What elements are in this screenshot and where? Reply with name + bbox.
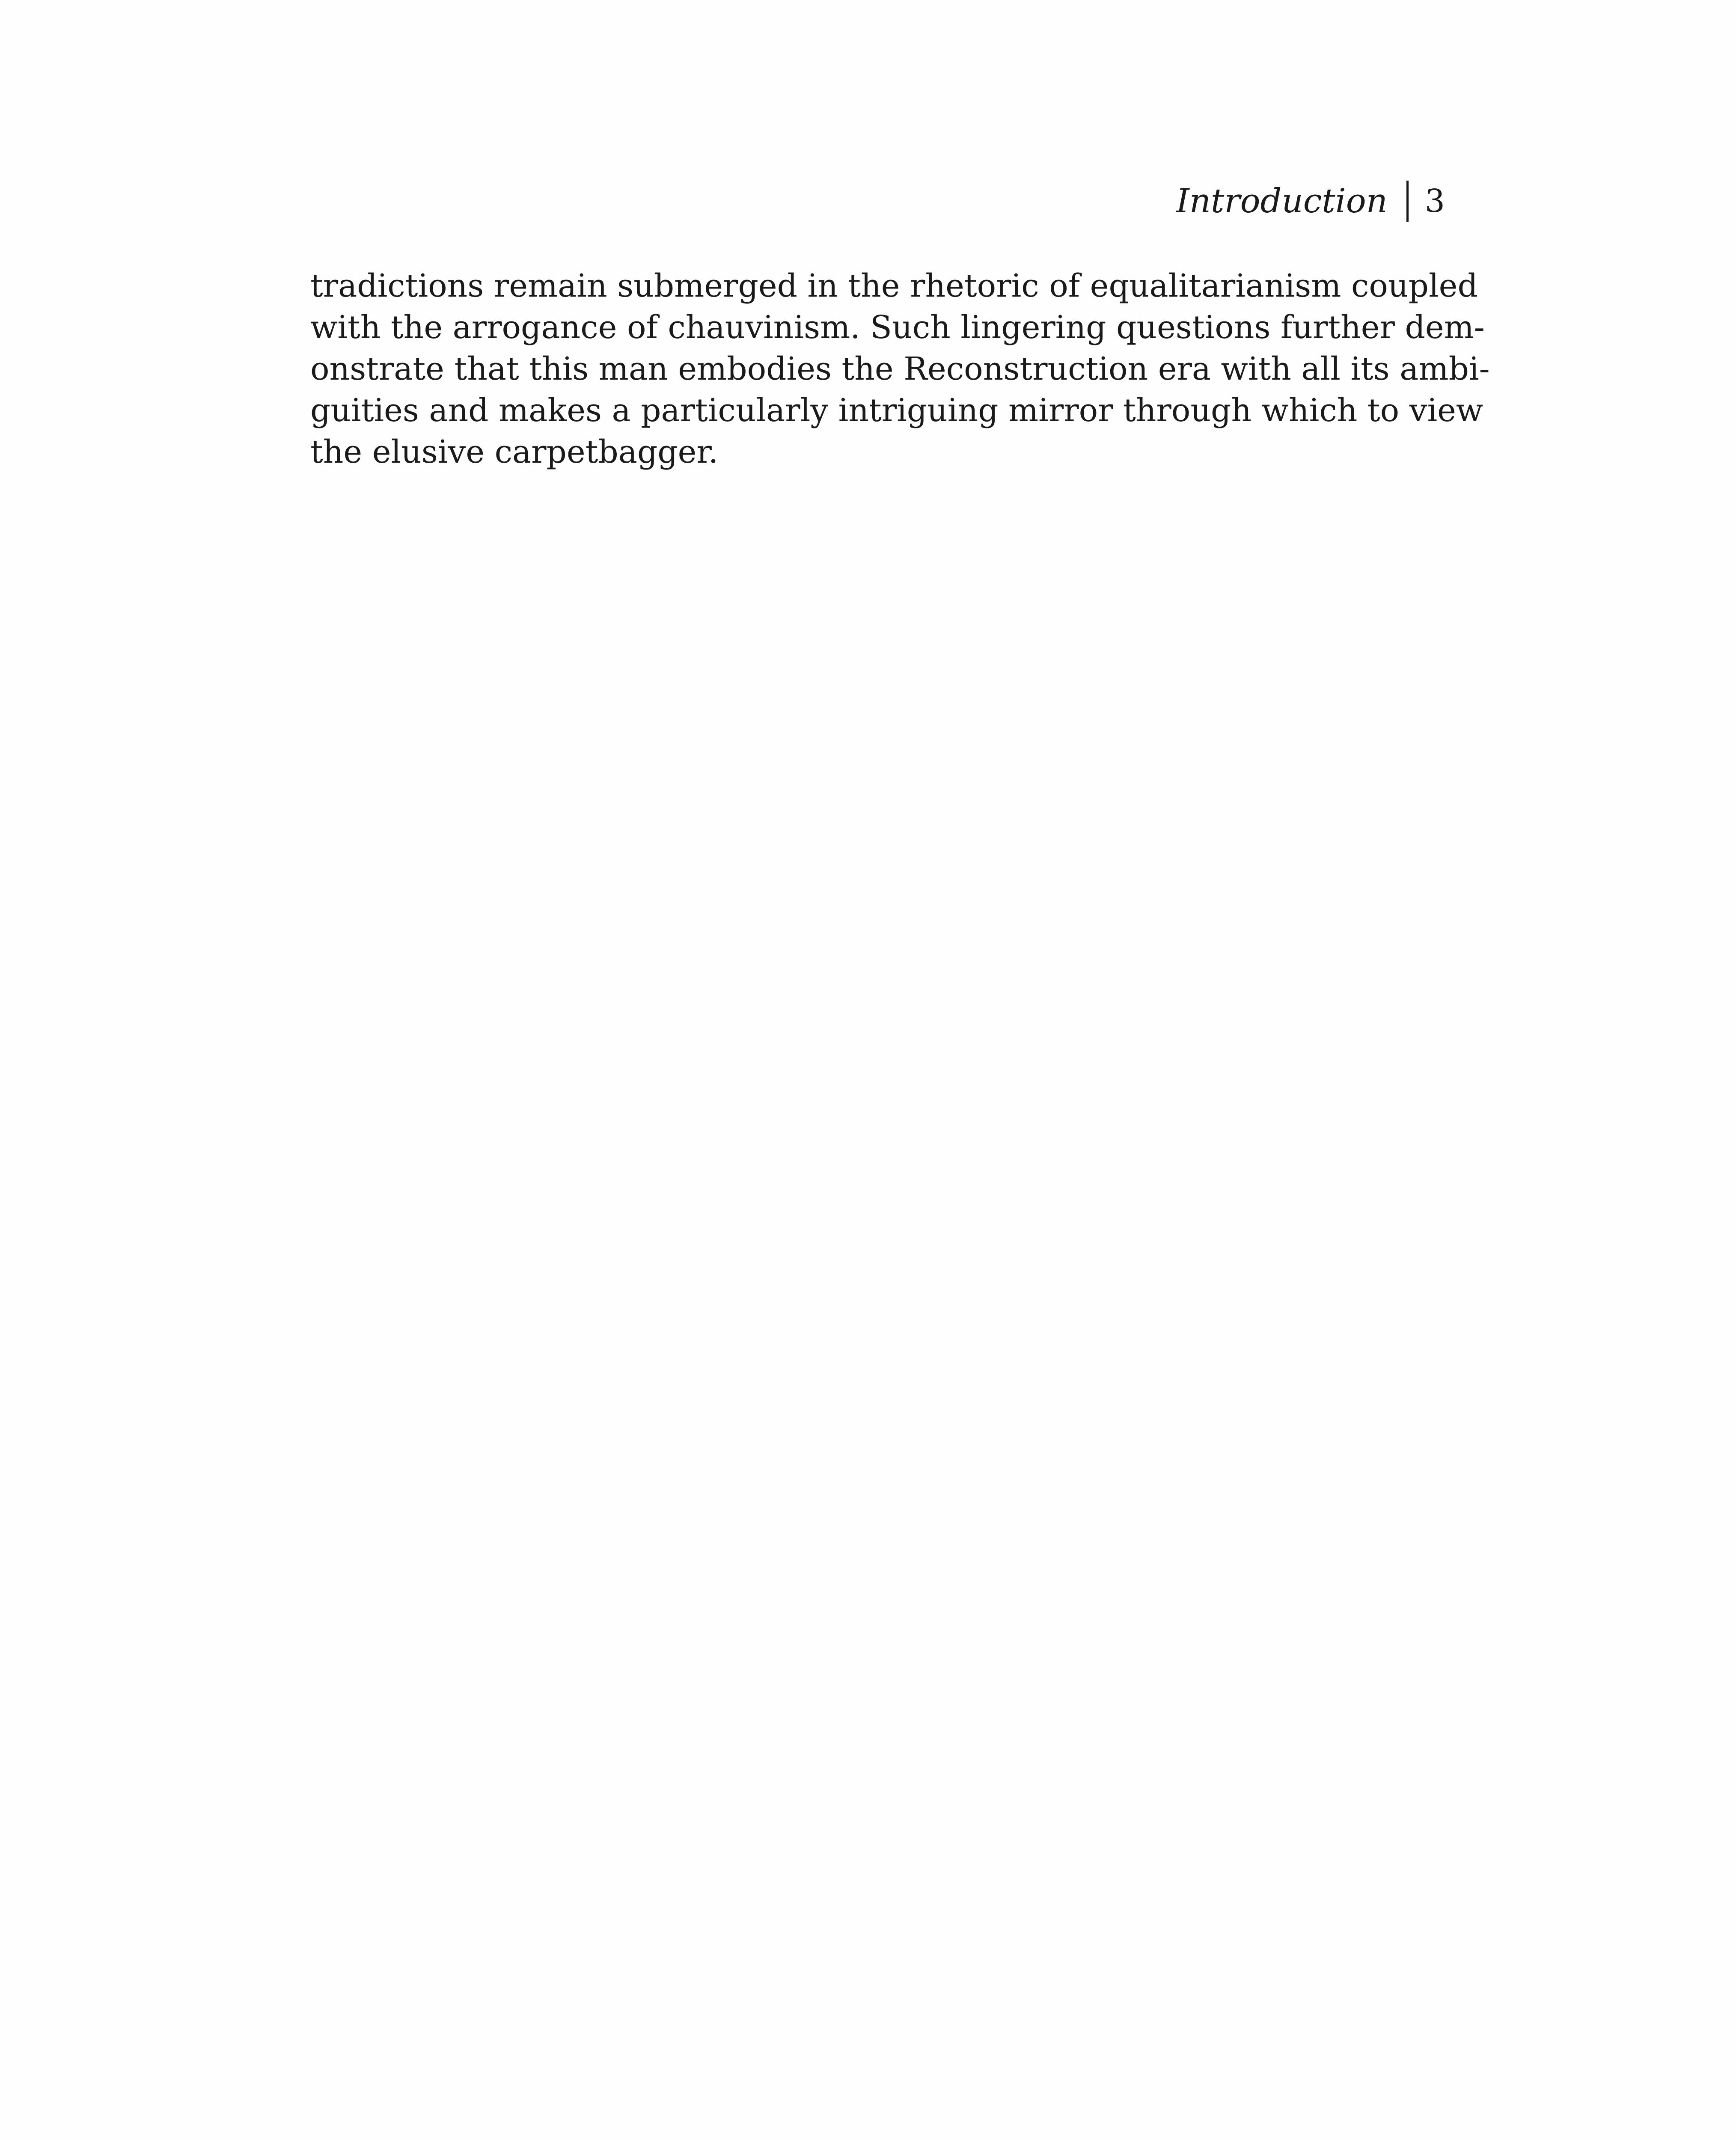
running-head-divider <box>1406 181 1409 222</box>
body-line: onstrate that this man embodies the Reconstruction era with all its ambi- <box>310 351 1490 387</box>
body-line: the elusive carpetbagger. <box>310 434 719 470</box>
page-number: 3 <box>1424 183 1445 220</box>
body-line: with the arrogance of chauvinism. Such lingering questions further dem- <box>310 309 1485 346</box>
running-head <box>1176 180 1445 223</box>
body-paragraph <box>310 265 1490 473</box>
body-line: tradictions remain submerged in the rhetoric of equalitarianism coupled <box>310 268 1478 304</box>
body-line: guities and makes a particularly intriguing mirror through which to view <box>310 392 1483 429</box>
running-head-title: Introduction <box>1176 182 1388 220</box>
